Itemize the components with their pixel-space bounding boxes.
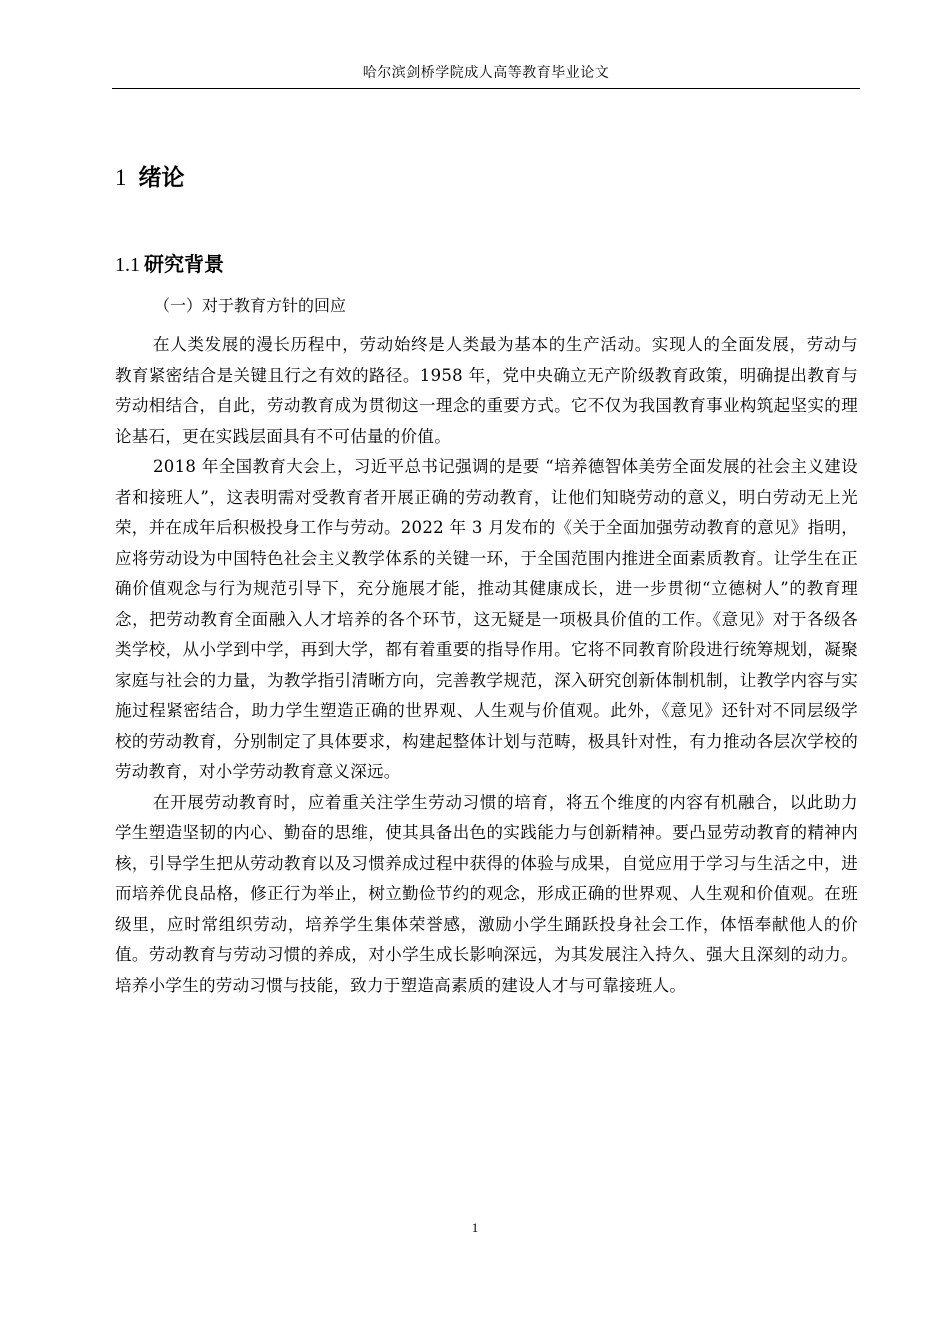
chapter-title-text: 绪论 [138, 165, 185, 191]
chapter-heading [115, 162, 185, 194]
section-number: 1.1 [115, 254, 140, 276]
section-title-text: 研究背景 [144, 252, 224, 276]
body-text [115, 330, 858, 1001]
section-heading [115, 249, 224, 280]
page-number: 1 [471, 1220, 479, 1235]
running-header: 哈尔滨剑桥学院成人高等教育毕业论文 [362, 65, 610, 81]
paragraph-2: 2018 年全国教育大会上，习近平总书记强调的是要 “培养德智体美劳全面发展的社会主义建设者和接班人”，这表明需对受教育者开展正确的劳动教育，让他们知晓劳动的意义，明白劳动无上光荣，并在成年后积极投身工作与劳动。2022 年 3 月发布的《关于全面加强劳动教育的意见》指明，应将劳动设为中国特色社会主义教学体系的关键一环，于全国范围内推进全面素质教育。让学生在正确价值观念与行为规范引导下，充分施展才能，推动其健康成长，进一步贯彻“立德树人”的教育理念，把劳动教育全面融入人才培养的各个环节，这无疑是一项极具价值的工作。《意见》对于各级各类学校，从小学到中学，再到大学，都有着重要的指导作用。它将不同教育阶段进行统筹规划，凝聚家庭与社会的力量，为教学指引清晰方向，完善教学规范，深入研究创新体制机制，让教学内容与实施过程紧密结合，助力学生塑造正确的世界观、人生观与价值观。此外，《意见》还针对不同层级学校的劳动教育，分别制定了具体要求，构建起整体计划与范畴，极具针对性，有力推动各层次学校的劳动教育，对小学劳动教育意义深远。 [115, 457, 858, 781]
header-divider [112, 88, 860, 89]
paragraph-1: 在人类发展的漫长历程中，劳动始终是人类最为基本的生产活动。实现人的全面发展，劳动与教育紧密结合是关键且行之有效的路径。1958 年，党中央确立无产阶级教育政策，明确提出教育与劳动相结合，自此，劳动教育成为贯彻这一理念的重要方式。它不仅为我国教育事业构筑起坚实的理论基石，更在实践层面具有不可估量的价值。 [115, 335, 858, 446]
subsection-heading: （一）对于教育方针的回应 [154, 296, 347, 315]
paragraph-3: 在开展劳动教育时，应着重关注学生劳动习惯的培育，将五个维度的内容有机融合，以此助力学生塑造坚韧的内心、勤奋的思维，使其具备出色的实践能力与创新精神。要凸显劳动教育的精神内核，引导学生把从劳动教育以及习惯养成过程中获得的体验与成果，自觉应用于学习与生活之中，进而培养优良品格，修正行为举止，树立勤俭节约的观念，形成正确的世界观、人生观和价值观。在班级里，应时常组织劳动，培养学生集体荣誉感，激励小学生踊跃投身社会工作，体悟奉献他人的价值。劳动教育与劳动习惯的养成，对小学生成长影响深远，为其发展注入持久、强大且深刻的动力。培养小学生的劳动习惯与技能，致力于塑造高素质的建设人才与可靠接班人。 [115, 792, 858, 995]
chapter-number: 1 [115, 165, 127, 190]
